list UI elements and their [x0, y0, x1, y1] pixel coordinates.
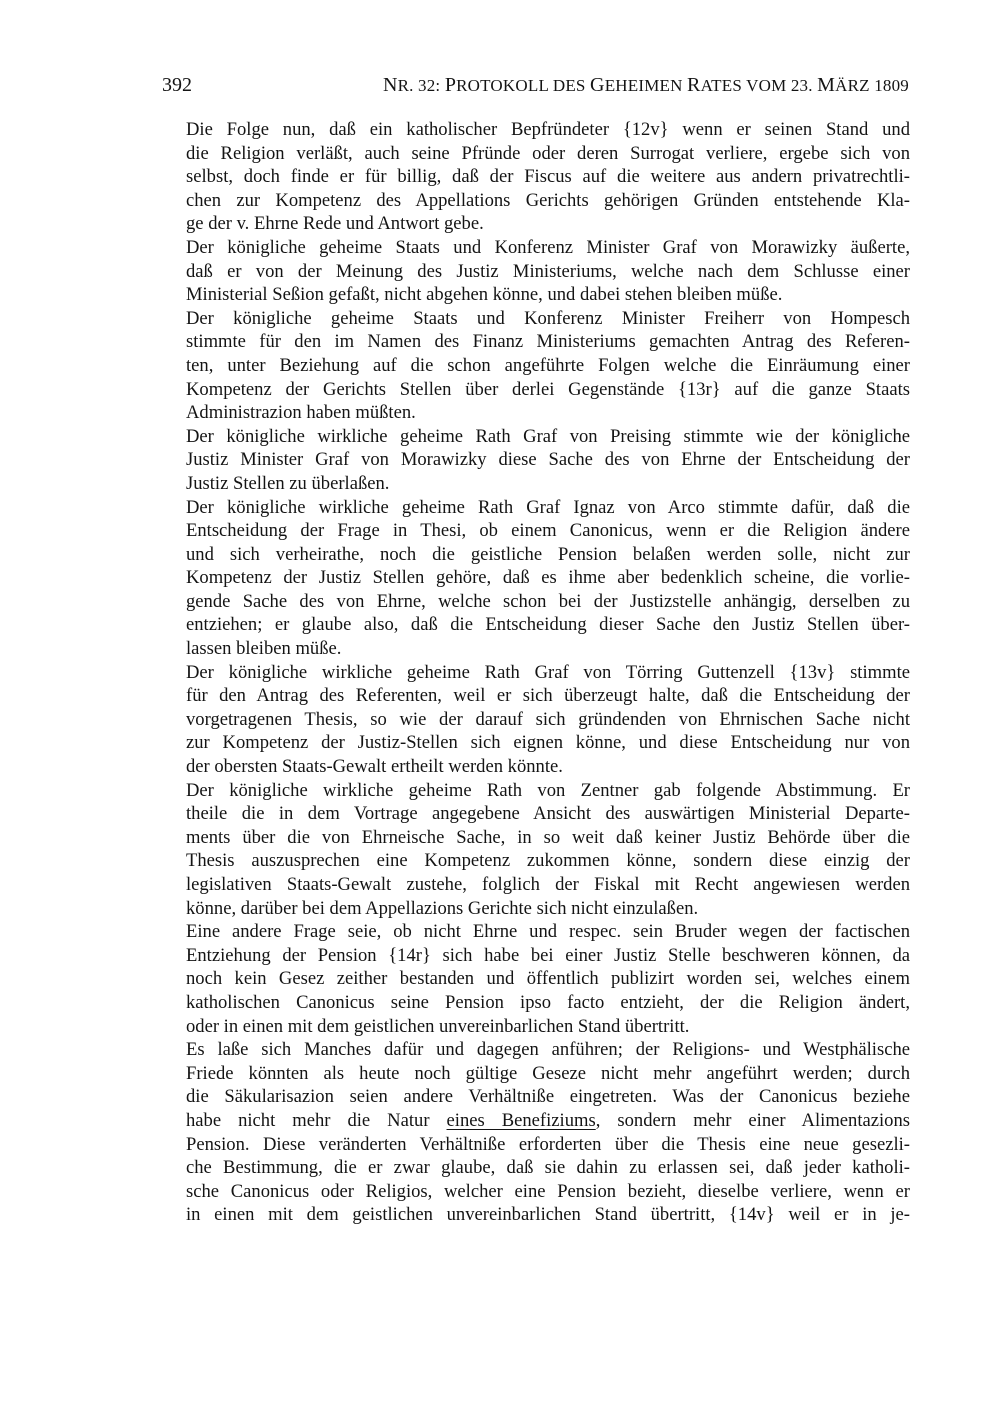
text-line: Der königliche wirkliche geheime Rath von Zentner gab folgende Abstimmung. Er: [186, 779, 910, 801]
text-line: in einen mit dem geistlichen unvereinbarlichen Stand übertritt, {14v} weil er in je-: [186, 1204, 910, 1226]
text-line: Kompetenz der Justiz Stellen gehöre, daß es ihme aber bedenklich scheine, die vorlie-: [186, 567, 910, 589]
text-line: ments über die von Ehrneische Sache, in so weit daß keiner Justiz Behörde über die: [186, 826, 910, 848]
text-line: Administrazion haben müßten.: [186, 402, 416, 424]
text-line: zur Kompetenz der Justiz-Stellen sich eignen könne, und diese Entscheidung nur von: [186, 732, 910, 754]
text-line: Kompetenz der Gerichts Stellen über derlei Gegenstände {13r} auf die ganze Staats: [186, 378, 910, 400]
running-head-p-rest: ROTOKOLL DES: [456, 76, 591, 95]
text-line: Die Folge nun, daß ein katholischer Bepfründeter {12v} wenn er seinen Stand und: [186, 119, 910, 140]
text-line: theile die in dem Vortrage angegebene Ansicht des auswärtigen Ministerial Departe-: [186, 803, 910, 825]
running-head-m-cap: M: [817, 74, 836, 96]
text-line: Der königliche wirkliche geheime Rath Graf Ignaz von Arco stimmte dafür, daß die: [186, 496, 910, 518]
text-line: die Säkularisazion seien andere Verhältniße eingetreten. Was der Canonicus beziehe: [186, 1086, 910, 1108]
running-head-m-rest: ÄRZ 1809: [835, 76, 909, 95]
text-line: entziehen; er glaube also, daß die Entscheidung dieser Sache den Justiz Stellen über-: [186, 614, 910, 636]
text-line: Justiz Stellen zu überlaßen.: [186, 472, 390, 494]
text-line: der obersten Staats-Gewalt ertheilt werden könnte.: [186, 756, 563, 778]
text-line: Pension. Diese veränderten Verhältniße erforderten über die Thesis eine neue gesezli-: [186, 1133, 910, 1155]
running-head-g-rest: EHEIMEN: [604, 76, 688, 95]
running-head-p-cap: P: [444, 74, 457, 96]
text-line: Justiz Minister Graf von Morawizky diese Sache des von Ehrne der Entscheidung der: [186, 449, 910, 471]
text-line: Entziehung der Pension {14r} sich habe bei einer Justiz Stelle beschweren können, da: [186, 944, 910, 966]
page-number: 392: [162, 74, 192, 96]
text-line: Eine andere Frage seie, ob nicht Ehrne und respec. sein Bruder wegen der factischen: [186, 921, 910, 943]
text-line: die Religion verläßt, auch seine Pfründe oder deren Surrogat verliere, ergebe sich von: [186, 142, 910, 164]
body-text: [186, 118, 910, 1227]
text-line: Friede könnten als heute noch gültige Geseze nicht mehr angeführt werden; durch: [186, 1062, 910, 1084]
text-line: [186, 1109, 910, 1133]
text-line: che Bestimmung, die er zwar glaube, daß sie dahin zu erlassen sei, daß jeder katholi-: [186, 1157, 910, 1179]
text-line: lassen bleiben müße.: [186, 638, 342, 660]
text-line: und sich verheirathe, noch die geistliche Pension belaßen werden solle, nicht zur: [186, 543, 910, 565]
text-line: gende Sache des von Ehrne, welche schon bei der Justizstelle anhängig, derselben zu: [186, 590, 910, 612]
text-line: ten, unter Beziehung auf die schon angeführte Folgen welche die Einräumung einer: [186, 354, 910, 376]
text-line: selbst, doch finde er für billig, daß der Fiscus auf die weitere aus andern privatrechtli-: [186, 166, 910, 188]
running-head-nr-cap: N: [382, 74, 398, 96]
text-line: daß er von der Meinung des Justiz Ministeriums, welche nach dem Schlusse einer: [186, 260, 910, 282]
underlined-phrase: eines Benefiziums: [446, 1109, 596, 1131]
running-head-r-rest: ATES VOM 23.: [700, 76, 818, 95]
text-line: oder in einen mit dem geistlichen unvereinbarlichen Stand übertritt.: [186, 1015, 690, 1037]
text-line: Thesis auszusprechen eine Kompetenz zukommen könne, sondern diese einzig der: [186, 850, 910, 872]
text-line: sche Canonicus oder Religios, welcher eine Pension bezieht, dieselbe verliere, wenn er: [186, 1180, 910, 1202]
text-line: ge der v. Ehrne Rede und Antwort gebe.: [186, 213, 484, 235]
running-head-nr-rest: R. 32:: [397, 76, 445, 95]
text-line: stimmte für den im Namen des Finanz Ministeriums gemachten Antrag des Referen-: [186, 331, 910, 353]
text-segment: , sondern mehr einer Alimentazions: [595, 1109, 911, 1131]
text-line: Der königliche wirkliche geheime Rath Graf von Preising stimmte wie der königliche: [186, 425, 910, 447]
running-head-g-cap: G: [590, 74, 605, 96]
text-line: chen zur Kompetenz des Appellations Gerichts gehörigen Gründen entstehende Kla-: [186, 189, 910, 211]
text-line: für den Antrag des Referenten, weil er sich überzeugt halte, daß die Entscheidung der: [186, 685, 910, 707]
text-line: Es laße sich Manches dafür und dagegen anführen; der Religions- und Westphälische: [186, 1039, 910, 1061]
text-line: vorgetragenen Thesis, so wie der darauf sich gründenden von Ehrnischen Sache nicht: [186, 708, 910, 730]
text-line: katholischen Canonicus seine Pension ipso facto entzieht, der die Religion ändert,: [186, 991, 910, 1013]
text-line: könne, darüber bei dem Appellazions Gerichte sich nicht einzulaßen.: [186, 897, 699, 919]
text-segment: habe nicht mehr die Natur: [186, 1109, 447, 1131]
text-line: Entscheidung der Frage in Thesi, ob einem Canonicus, wenn er die Religion ändere: [186, 520, 910, 542]
text-line: legislativen Staats-Gewalt zustehe, folglich der Fiskal mit Recht angewiesen werden: [186, 874, 910, 895]
text-line: Der königliche geheime Staats und Konferenz Minister Freiherr von Hompesch: [186, 307, 910, 329]
text-line: Ministerial Seßion gefaßt, nicht abgehen könne, und dabei stehen bleiben müße.: [186, 284, 783, 306]
running-head: [383, 74, 909, 97]
running-head-r-cap: R: [687, 74, 701, 96]
text-line: Der königliche wirkliche geheime Rath Graf von Törring Guttenzell {13v} stimmte: [186, 661, 910, 683]
text-line: Der königliche geheime Staats und Konferenz Minister Graf von Morawizky äußerte,: [186, 236, 910, 258]
text-line: noch kein Gesez zeither bestanden und öffentlich publizirt worden sei, welches einem: [186, 968, 910, 990]
